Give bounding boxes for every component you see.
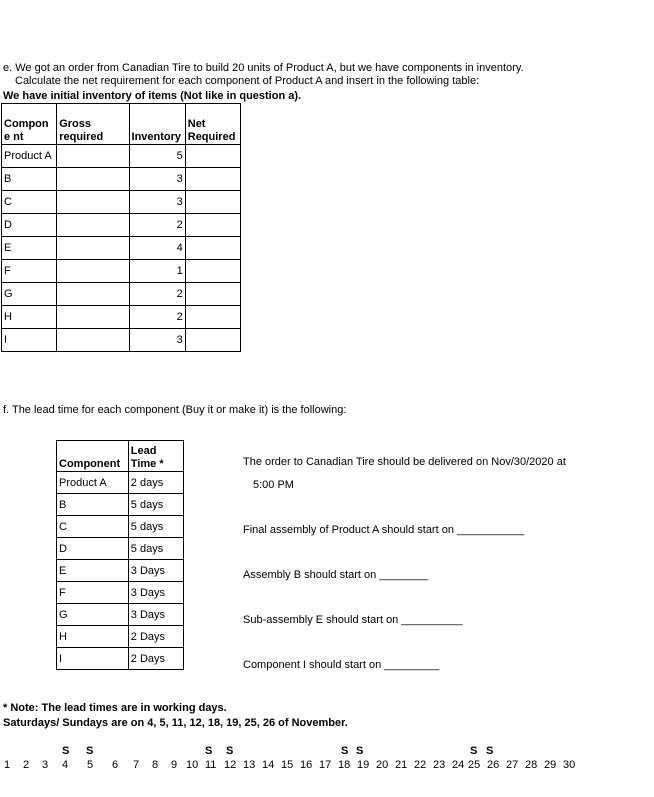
weekend-marker: S — [86, 745, 94, 757]
component-cell: H — [57, 626, 129, 648]
calendar-day: 6 — [112, 759, 119, 771]
calendar-day: 1 — [4, 759, 11, 771]
table-row — [57, 472, 184, 494]
calendar-day: 29 — [544, 759, 557, 771]
component-cell: E — [2, 237, 57, 260]
lead-time-table — [56, 440, 184, 670]
calendar-day: 19 — [357, 759, 370, 771]
component-cell: C — [2, 191, 57, 214]
table-row — [57, 626, 184, 648]
subassembly-e-question: Sub-assembly E should start on __________ — [243, 614, 463, 626]
table-row — [57, 538, 184, 560]
calendar-day: 8 — [152, 759, 159, 771]
calendar-day: 24 — [452, 759, 465, 771]
table-row — [57, 582, 184, 604]
question-e-note: We have initial inventory of items (Not like in question a). — [3, 90, 302, 102]
net-required-cell[interactable] — [185, 237, 240, 260]
net-required-cell[interactable] — [185, 283, 240, 306]
assembly-b-question: Assembly B should start on ________ — [243, 569, 429, 581]
calendar-day: 26 — [487, 759, 500, 771]
calendar-day: 4 — [62, 759, 69, 771]
net-required-cell[interactable] — [185, 168, 240, 191]
lead-time-cell: 2 Days — [128, 648, 183, 670]
gross-required-cell[interactable] — [57, 329, 129, 352]
table-row — [2, 329, 241, 352]
lead-time-cell: 5 days — [128, 538, 183, 560]
calendar-day: 28 — [525, 759, 538, 771]
calendar-day: 14 — [262, 759, 275, 771]
component-cell: F — [57, 582, 129, 604]
lead-time-cell: 3 Days — [128, 582, 183, 604]
header-net-required: Net Required — [185, 104, 240, 145]
component-cell: B — [2, 168, 57, 191]
table-row — [2, 168, 241, 191]
weekend-marker: S — [341, 745, 349, 757]
component-i-question: Component I should start on _________ — [243, 659, 440, 671]
gross-required-cell[interactable] — [57, 214, 129, 237]
weekend-marker: S — [470, 745, 478, 757]
calendar-day: 25 — [468, 759, 481, 771]
calendar-day: 7 — [133, 759, 140, 771]
net-required-cell[interactable] — [185, 306, 240, 329]
component-cell: Product A — [2, 145, 57, 168]
table-row — [57, 560, 184, 582]
table-row — [57, 648, 184, 670]
lead-time-cell: 5 days — [128, 494, 183, 516]
inventory-cell: 2 — [129, 306, 185, 329]
table-row — [2, 191, 241, 214]
component-cell: I — [2, 329, 57, 352]
inventory-cell: 3 — [129, 329, 185, 352]
calendar-day: 16 — [300, 759, 313, 771]
component-cell: G — [57, 604, 129, 626]
header-gross-required: Gross required — [57, 104, 129, 145]
table-row — [2, 306, 241, 329]
net-required-cell[interactable] — [185, 214, 240, 237]
component-cell: D — [57, 538, 129, 560]
component-cell: F — [2, 260, 57, 283]
question-e-line2: Calculate the net requirement for each component of Product A and insert in the following table: — [15, 75, 480, 87]
component-cell: Product A — [57, 472, 129, 494]
net-required-cell[interactable] — [185, 191, 240, 214]
net-required-cell[interactable] — [185, 145, 240, 168]
component-cell: B — [57, 494, 129, 516]
calendar-day: 23 — [433, 759, 446, 771]
inventory-cell: 5 — [129, 145, 185, 168]
gross-required-cell[interactable] — [57, 145, 129, 168]
table-row — [2, 237, 241, 260]
table-row — [2, 214, 241, 237]
component-cell: D — [2, 214, 57, 237]
header-component: Compone nt — [2, 104, 57, 145]
weekend-marker: S — [356, 745, 364, 757]
delivery-line1: The order to Canadian Tire should be delivered on Nov/30/2020 at — [243, 456, 566, 468]
table-row — [2, 145, 241, 168]
gross-required-cell[interactable] — [57, 283, 129, 306]
weekend-marker: S — [486, 745, 494, 757]
table-row — [57, 604, 184, 626]
calendar-day: 22 — [414, 759, 427, 771]
table-row — [57, 494, 184, 516]
calendar-day: 30 — [563, 759, 576, 771]
lead-time-cell: 3 Days — [128, 604, 183, 626]
calendar-day: 20 — [376, 759, 389, 771]
component-cell: H — [2, 306, 57, 329]
calendar-day: 27 — [506, 759, 519, 771]
table-row — [2, 260, 241, 283]
inventory-cell: 4 — [129, 237, 185, 260]
question-f-line1: f. The lead time for each component (Buy it or make it) is the following: — [3, 404, 347, 416]
net-required-cell[interactable] — [185, 260, 240, 283]
header-inventory: Inventory — [129, 104, 185, 145]
component-cell: I — [57, 648, 129, 670]
note-line1: * Note: The lead times are in working days. — [3, 702, 227, 714]
header-component: Component — [57, 441, 129, 472]
weekend-marker: S — [205, 745, 213, 757]
calendar-day: 3 — [42, 759, 49, 771]
calendar-day: 17 — [319, 759, 332, 771]
calendar-day: 5 — [87, 759, 94, 771]
lead-time-cell: 2 days — [128, 472, 183, 494]
final-assembly-question: Final assembly of Product A should start on ___________ — [243, 524, 525, 536]
delivery-line2: 5:00 PM — [253, 479, 294, 491]
calendar-day: 11 — [205, 759, 217, 771]
gross-required-cell[interactable] — [57, 168, 129, 191]
lead-time-cell: 2 Days — [128, 626, 183, 648]
net-required-cell[interactable] — [185, 329, 240, 352]
inventory-cell: 2 — [129, 214, 185, 237]
calendar-day: 12 — [224, 759, 237, 771]
weekend-marker: S — [62, 745, 70, 757]
component-cell: E — [57, 560, 129, 582]
table-row — [57, 516, 184, 538]
calendar-day: 15 — [281, 759, 294, 771]
table-row — [2, 283, 241, 306]
inventory-cell: 2 — [129, 283, 185, 306]
gross-required-cell[interactable] — [57, 237, 129, 260]
gross-required-cell[interactable] — [57, 191, 129, 214]
calendar-day: 10 — [186, 759, 199, 771]
component-cell: G — [2, 283, 57, 306]
calendar-day: 2 — [23, 759, 30, 771]
gross-required-cell[interactable] — [57, 260, 129, 283]
inventory-cell: 3 — [129, 168, 185, 191]
inventory-table — [1, 103, 241, 352]
inventory-cell: 1 — [129, 260, 185, 283]
header-lead-time: Lead Time * — [128, 441, 183, 472]
lead-time-cell: 5 days — [128, 516, 183, 538]
calendar-day: 13 — [243, 759, 256, 771]
lead-time-cell: 3 Days — [128, 560, 183, 582]
component-cell: C — [57, 516, 129, 538]
note-line2: Saturdays/ Sundays are on 4, 5, 11, 12, 18, 19, 25, 26 of November. — [3, 717, 348, 729]
question-e-line1: e. We got an order from Canadian Tire to build 20 units of Product A, but we have components in inventory. — [3, 62, 524, 74]
weekend-marker: S — [226, 745, 234, 757]
calendar-day: 18 — [338, 759, 351, 771]
calendar-day: 21 — [395, 759, 408, 771]
inventory-cell: 3 — [129, 191, 185, 214]
gross-required-cell[interactable] — [57, 306, 129, 329]
calendar-day: 9 — [171, 759, 178, 771]
